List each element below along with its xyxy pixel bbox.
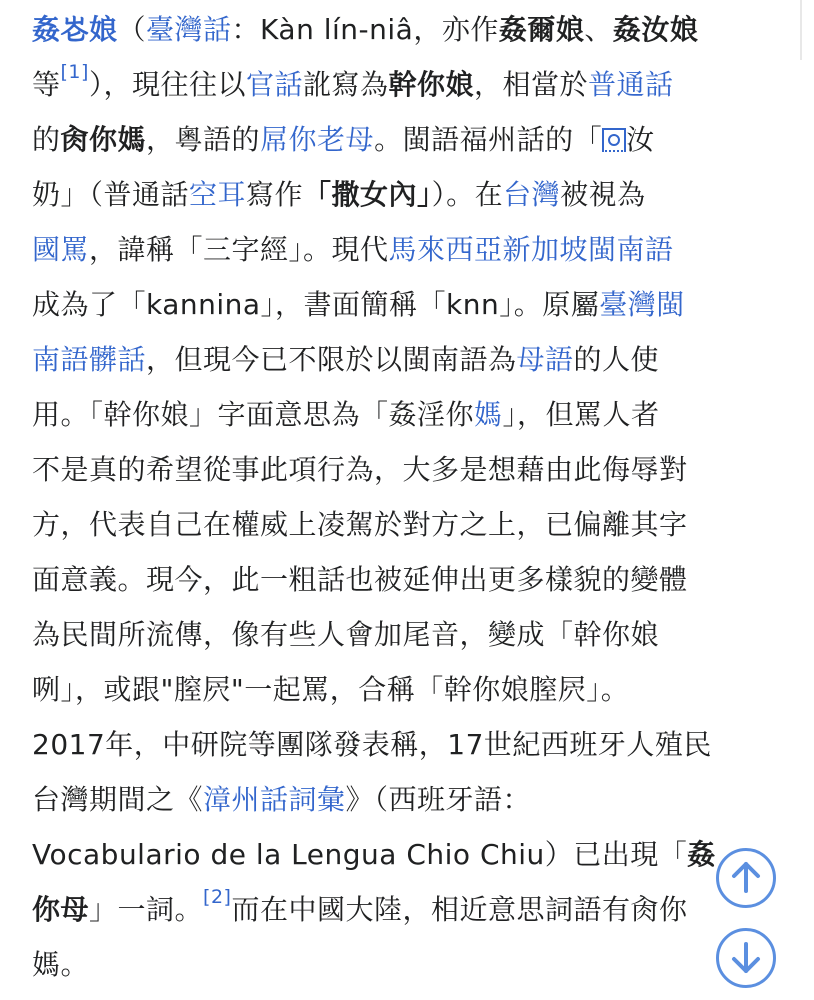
article-line [32, 882, 792, 937]
article-body [32, 2, 792, 992]
article-line: 2017年，中研院等團隊發表稱，17世紀西班牙人殖民 [32, 728, 712, 761]
link-muyu[interactable]: 母語 [516, 343, 574, 376]
arrow-up-circle-icon [719, 851, 773, 905]
link-guoma[interactable]: 國罵 [32, 233, 90, 266]
reference-link-1[interactable]: [1] [60, 60, 89, 83]
article-line [32, 222, 792, 277]
text: 寫作 [246, 178, 304, 211]
bold-term: 肏你媽 [60, 123, 147, 156]
link-taiwanese-hokkien-profanity-cont[interactable]: 南語髒話 [32, 343, 147, 376]
bold-term: 你母 [32, 893, 90, 926]
text: 而在中國大陸，相近意思詞語有肏你 [231, 893, 688, 926]
text: 用。「幹你娘」字面意思為「姦淫你 [32, 398, 475, 431]
article-line: 面意義。現今，此一粗話也被延伸出更多樣貌的變體 [32, 563, 688, 596]
article-line: 媽。 [32, 948, 90, 981]
link-putonghua[interactable]: 普通話 [588, 68, 674, 101]
text: 。閩語福州話的「 [374, 123, 603, 156]
scroll-up-button[interactable] [716, 848, 776, 908]
article-line [32, 57, 792, 112]
text: ，相當於 [474, 68, 589, 101]
text: 的 [32, 123, 61, 156]
text: （ [117, 13, 147, 46]
article-line: 不是真的希望從事此項行為，大多是想藉由此侮辱對 [32, 453, 688, 486]
bold-term: 姦汝娘 [612, 13, 699, 46]
bold-term: 幹你娘 [388, 68, 474, 101]
article-line [32, 387, 792, 442]
text: ），現往往以 [88, 68, 246, 101]
article-line [32, 167, 792, 222]
link-malaysian-hokkien[interactable]: 馬來西亞新加坡閩南語 [388, 233, 674, 266]
article-line [32, 827, 792, 882]
text: 的人使 [573, 343, 660, 376]
text: 成為了「kannina」，書面簡稱「knn」。原屬 [32, 288, 600, 321]
link-guanhua[interactable]: 官話 [245, 68, 303, 101]
article-line [32, 112, 792, 167]
link-konger[interactable]: 空耳 [189, 178, 247, 211]
article-line: 咧」，或跟"膣屄"一起罵，合稱「幹你娘膣屄」。 [32, 673, 630, 706]
scroll-edge [800, 0, 802, 60]
article-line [32, 277, 792, 332]
text: 台灣期間之《 [32, 783, 204, 816]
text: 等 [32, 68, 61, 101]
article-line [32, 332, 792, 387]
link-taiwan[interactable]: 台灣 [503, 178, 561, 211]
text: 」，但罵人者 [502, 398, 660, 431]
reference-link-2[interactable]: [2] [203, 885, 232, 908]
text: 被視為 [560, 178, 646, 211]
link-ma[interactable]: 媽 [474, 398, 503, 431]
text: 、 [584, 13, 613, 46]
bold-term: 姦 [687, 838, 716, 871]
link-taiwanese[interactable]: 臺灣話 [146, 13, 232, 46]
scroll-down-button[interactable] [716, 928, 776, 988]
text: ：Kàn lín-niâ，亦作 [231, 13, 499, 46]
missing-glyph-icon[interactable] [602, 128, 626, 152]
text: ）。在 [431, 178, 504, 211]
bold-term: 姦爾娘 [498, 13, 585, 46]
article-title-link[interactable]: 姦𪨧娘 [32, 13, 118, 46]
article-line [32, 772, 792, 827]
text: 汝 [626, 123, 655, 156]
article-line: 為民間所流傳，像有些人會加尾音，變成「幹你娘 [32, 618, 660, 651]
text: ，諱稱「三字經」。現代 [89, 233, 389, 266]
link-taiwanese-hokkien-profanity[interactable]: 臺灣閩 [599, 288, 685, 321]
text: 》（西班牙語： [345, 783, 532, 816]
text: 」一詞。 [89, 893, 204, 926]
bold-term: 「撒女內」 [303, 178, 432, 211]
text: ，但現今已不限於以閩南語為 [146, 343, 517, 376]
article-line [32, 2, 792, 57]
link-zhangzhou-vocabulary[interactable]: 漳州話詞彙 [203, 783, 346, 816]
text: ，粵語的 [146, 123, 261, 156]
text: Vocabulario de la Lengua Chio Chiu）已出現「 [32, 838, 688, 871]
text: 訛寫為 [302, 68, 389, 101]
arrow-down-circle-icon [719, 931, 773, 985]
article-line: 方，代表自己在權威上凌駕於對方之上，已偏離其字 [32, 508, 688, 541]
link-diu-nei-lou-mou[interactable]: 屌你老母 [260, 123, 375, 156]
text: 奶」（普通話 [32, 178, 190, 211]
